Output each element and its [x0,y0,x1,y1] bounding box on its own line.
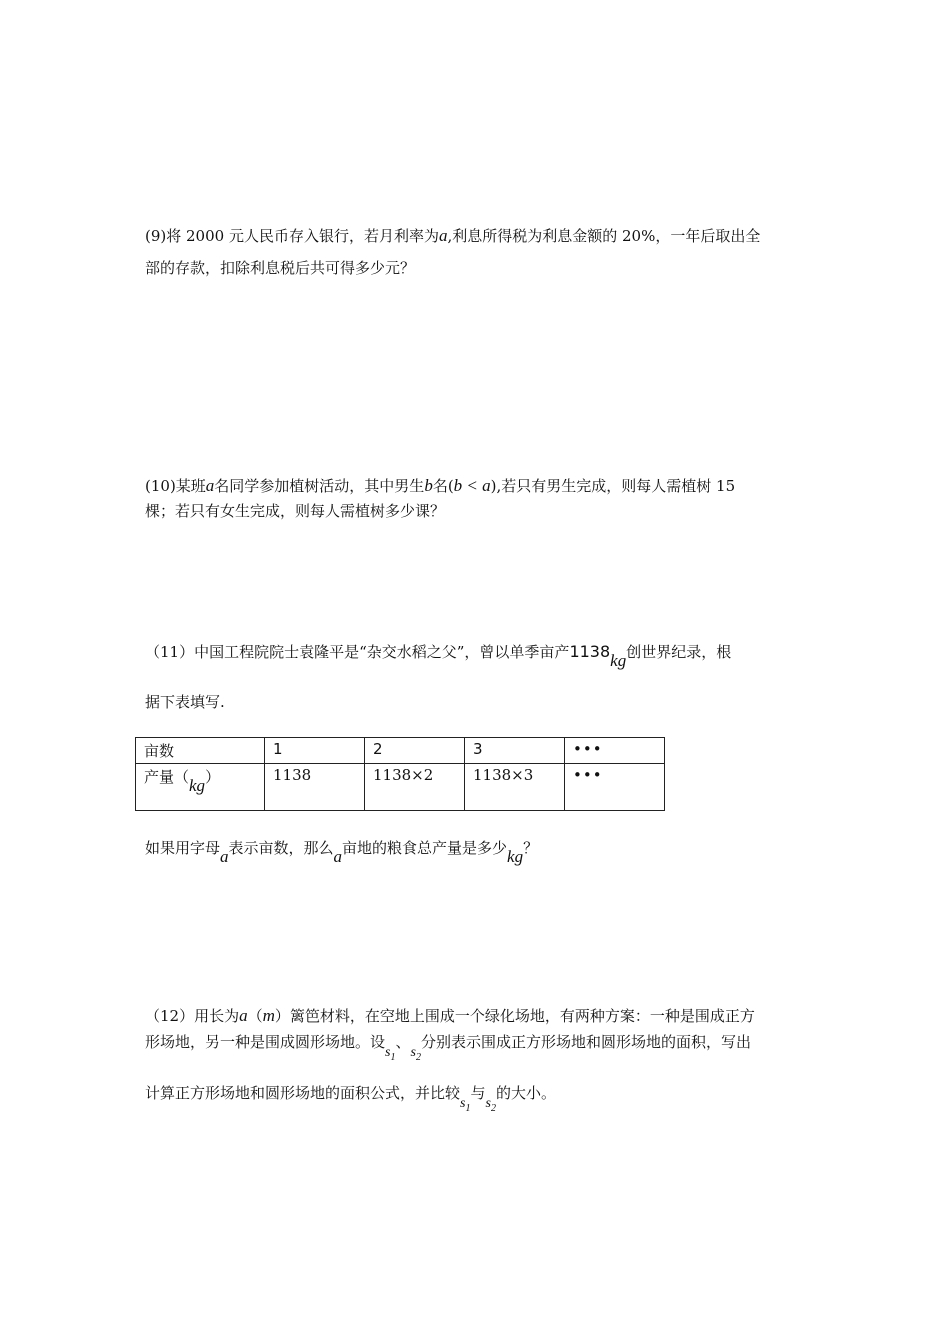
q9-line-2: 部的存款，扣除利息税后共可得多少元？ [145,259,416,277]
table-cell: 亩数 [136,738,265,764]
table-cell: 1138×3 [465,764,565,811]
table-cell: 1138 [265,764,365,811]
q11-line-1: （11）中国工程院院士袁隆平是“杂交水稻之父”，曾以单季亩产1138kg创世界纪录，根 [145,642,732,670]
q11-line-2: 据下表填写. [145,693,225,711]
table-cell: ••• [565,764,665,811]
var-a: a [220,847,229,866]
q12-line-3: 计算正方形场地和圆形场地的面积公式，并比较$s_1$与$s_2$的大小。 [145,1084,556,1114]
q12-line-2: 形场地，另一种是围成圆形场地。设$s_1$、$s_2$分别表示围成正方形场地和圆形场地的面积，写出 [145,1033,751,1063]
q12-line-1: （12）用长为a（m）篱笆材料，在空地上围成一个绿化场地，有两种方案：一种是围成正方 [145,1006,755,1025]
var-a: a [438,226,448,245]
var-a: a [205,476,215,495]
table-row [136,764,665,811]
var-b: b [424,476,433,495]
var-s1: $s_1$ [460,1096,471,1114]
condition-b-less-a: b < a [453,476,491,495]
var-s2: $s_2$ [410,1045,421,1063]
var-m: m [262,1006,275,1025]
yield-number: 1138 [569,642,611,661]
q10-line-2: 棵；若只有女生完成，则每人需植树多少课？ [145,502,446,520]
q9-line-1: (9)将 2000 元人民币存入银行，若月利率为a,利息所得税为利息金额的 20%，一年后取出全 [145,226,761,245]
var-s1: $s_1$ [385,1045,396,1063]
var-a: a [239,1006,248,1025]
unit-kg: kg [507,847,524,866]
yield-table [135,737,665,811]
table-cell: 1 [265,738,365,764]
unit-kg: kg [610,651,627,670]
table-cell: 产量（kg） [136,764,265,811]
table-cell: 1138×2 [365,764,465,811]
table-cell: 2 [365,738,465,764]
table-row [136,738,665,764]
q10-line-1: (10)某班a名同学参加植树活动，其中男生b名(b < a),若只有男生完成，则每人需植树 15 [145,476,736,495]
var-s2: $s_2$ [485,1096,496,1114]
q11-follow-up: 如果用字母a表示亩数，那么a亩地的粮食总产量是多少kg？ [145,839,539,866]
table-cell: ••• [565,738,665,764]
var-a: a [333,847,343,866]
table-cell: 3 [465,738,565,764]
